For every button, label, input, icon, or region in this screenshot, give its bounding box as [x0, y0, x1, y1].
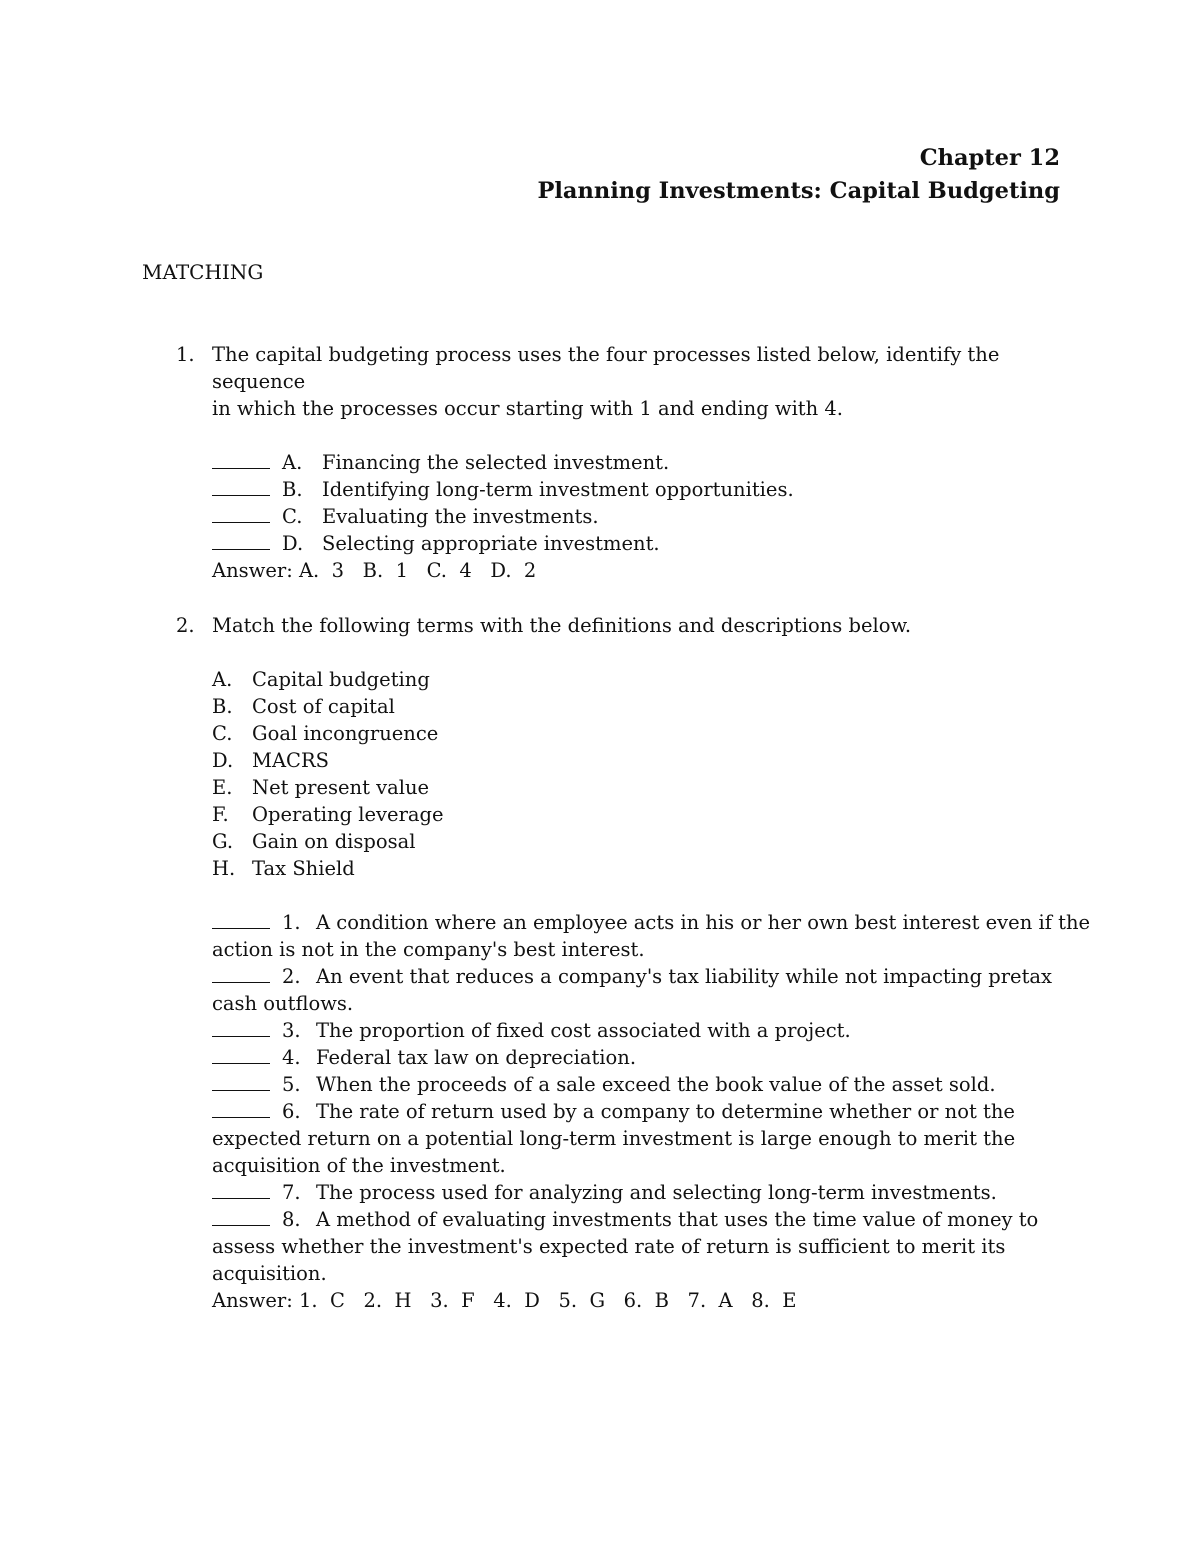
sequence-item: B. Identifying long-term investment opportunities.	[212, 476, 1062, 503]
answer-blank[interactable]	[212, 531, 270, 550]
question-prompt-cont: in which the processes occur starting with 1 and ending with 4.	[212, 397, 843, 420]
definition-item: 4. Federal tax law on depreciation.	[212, 1044, 1062, 1071]
term-item: B. Cost of capital	[212, 695, 395, 718]
answer-blank[interactable]	[212, 477, 270, 496]
definition-item: 3. The proportion of fixed cost associated with a project.	[212, 1017, 1062, 1044]
definition-item: 7. The process used for analyzing and selecting long-term investments.	[212, 1179, 1062, 1206]
term-item: G. Gain on disposal	[212, 830, 416, 853]
answer-blank[interactable]	[212, 1045, 270, 1064]
chapter-header	[537, 142, 1060, 208]
answer-blank[interactable]	[212, 1072, 270, 1091]
answer-blank[interactable]	[212, 910, 270, 929]
answer-key: Answer: A. 3 B. 1 C. 4 D. 2	[212, 559, 537, 582]
question-prompt: Match the following terms with the definitions and descriptions below.	[212, 614, 912, 637]
term-item: A. Capital budgeting	[212, 668, 430, 691]
question-number: 2.	[176, 614, 195, 637]
sequence-item: D. Selecting appropriate investment.	[212, 530, 1062, 557]
term-item: H. Tax Shield	[212, 857, 355, 880]
section-title: MATCHING	[142, 260, 264, 284]
question-prompt: The capital budgeting process uses the four processes listed below, identify the sequence	[212, 343, 1000, 393]
answer-blank[interactable]	[212, 1180, 270, 1199]
term-item: C. Goal incongruence	[212, 722, 439, 745]
chapter-number: Chapter 12	[919, 145, 1060, 171]
answer-blank[interactable]	[212, 450, 270, 469]
definition-item: 5. When the proceeds of a sale exceed the book value of the asset sold.	[212, 1071, 1062, 1098]
question-2	[142, 612, 1091, 1314]
chapter-title: Planning Investments: Capital Budgeting	[537, 178, 1060, 204]
sequence-item: C. Evaluating the investments.	[212, 503, 1062, 530]
answer-blank[interactable]	[212, 1207, 270, 1226]
sequence-item: A. Financing the selected investment.	[212, 449, 1062, 476]
definition-item: 8. A method of evaluating investments that uses the time value of money to assess whether the investment's expected rate of return is sufficient to merit its acquisition.	[212, 1208, 1039, 1285]
answer-blank[interactable]	[212, 1018, 270, 1037]
question-1	[142, 341, 1062, 584]
answer-key: Answer: 1. C 2. H 3. F 4. D 5. G 6. B 7. A 8. E	[212, 1289, 797, 1312]
term-item: F. Operating leverage	[212, 803, 444, 826]
term-item: E. Net present value	[212, 776, 430, 799]
definition-item: 6. The rate of return used by a company to determine whether or not the expected return on a potential long-term investment is large enough to merit the acquisition of the investment.	[212, 1100, 1016, 1177]
term-item: D. MACRS	[212, 749, 330, 772]
answer-blank[interactable]	[212, 964, 270, 983]
answer-blank[interactable]	[212, 1099, 270, 1118]
question-number: 1.	[176, 343, 195, 366]
definition-item: 2. An event that reduces a company's tax liability while not impacting pretax cash outflows.	[212, 965, 1053, 1015]
answer-blank[interactable]	[212, 504, 270, 523]
definition-item: 1. A condition where an employee acts in his or her own best interest even if the action is not in the company's best interest.	[212, 911, 1091, 961]
